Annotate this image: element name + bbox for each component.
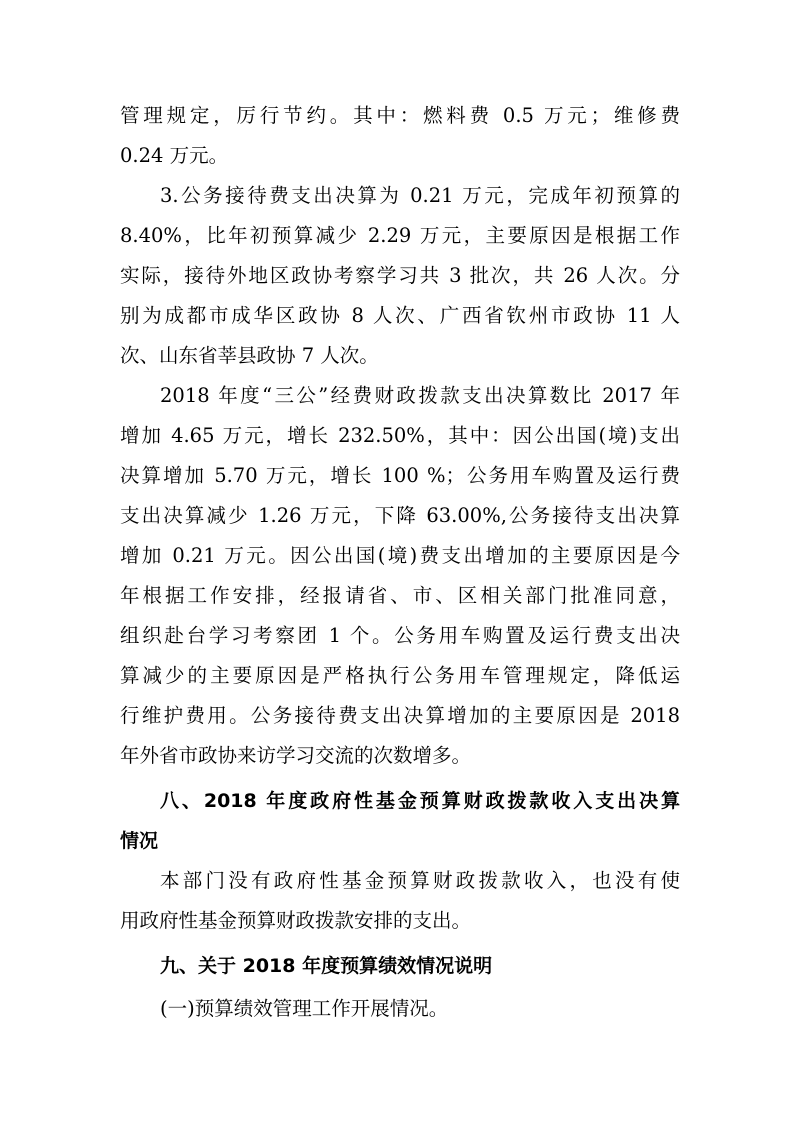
section-9-heading: 九、关于 2018 年度预算绩效情况说明 (160, 955, 493, 977)
section-9-subheading: (一)预算绩效管理工作开展情况。 (160, 997, 449, 1020)
p3-line-9: 行维护费用。公务接待费支出决算增加的主要原因是 2018 (120, 704, 680, 727)
section-8-heading-line-1: 八、2018 年度政府性基金预算财政拨款收入支出决算 (160, 790, 680, 812)
p3-line-2: 增加 4.65 万元，增长 232.50%，其中：因公出国(境)支出 (120, 424, 680, 447)
section-8-heading-line-2: 情况 (120, 830, 159, 852)
p3-line-6: 年根据工作安排，经报请省、市、区相关部门批准同意， (120, 584, 680, 607)
p2-line-5: 次、山东省莘县政协 7 人次。 (120, 344, 379, 367)
p3-line-4: 支出决算减少 1.26 万元，下降 63.00%,公务接待支出决算 (120, 504, 680, 527)
p3-line-1: 2018 年度“三公”经费财政拨款支出决算数比 2017 年 (160, 384, 680, 407)
p2-line-1: 3.公务接待费支出决算为 0.21 万元，完成年初预算的 (160, 184, 680, 207)
p3-line-3: 决算增加 5.70 万元，增长 100 %；公务用车购置及运行费 (120, 464, 680, 487)
p1-line-1: 管理规定，厉行节约。其中：燃料费 0.5 万元；维修费 (120, 104, 680, 127)
p3-line-7: 组织赴台学习考察团 1 个。公务用车购置及运行费支出决 (120, 624, 680, 647)
p3-line-5: 增加 0.21 万元。因公出国(境)费支出增加的主要原因是今 (120, 544, 680, 567)
p2-line-3: 实际，接待外地区政协考察学习共 3 批次，共 26 人次。分 (120, 264, 680, 287)
p2-line-4: 别为成都市成华区政协 8 人次、广西省钦州市政协 11 人 (120, 304, 680, 327)
p3-line-8: 算减少的主要原因是严格执行公务用车管理规定，降低运 (120, 664, 680, 687)
p1-line-2: 0.24 万元。 (120, 144, 229, 167)
section-8-body-line-2: 用政府性基金预算财政拨款安排的支出。 (120, 909, 472, 932)
p2-line-2: 8.40%，比年初预算减少 2.29 万元，主要原因是根据工作 (120, 224, 680, 247)
p3-line-10: 年外省市政协来访学习交流的次数增多。 (120, 744, 472, 767)
section-8-body-line-1: 本部门没有政府性基金预算财政拨款收入，也没有使 (160, 869, 680, 892)
